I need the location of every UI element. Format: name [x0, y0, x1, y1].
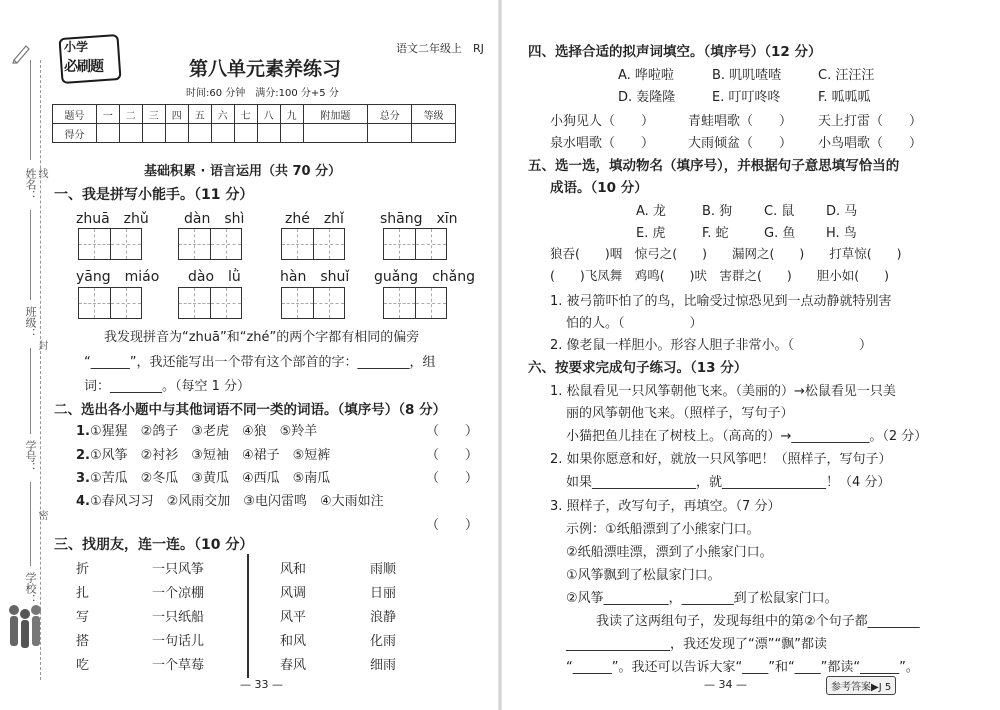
q1-text-line: “______”，我还能写出一个带有这个部首的字：________，组 — [84, 355, 436, 370]
page-number: — 34 — — [704, 678, 747, 691]
match-word[interactable]: 浪静 — [370, 610, 397, 625]
match-word[interactable]: 雨顺 — [370, 562, 397, 577]
match-word[interactable]: 扎 — [76, 586, 90, 601]
pinyin-label: guǎng chǎng — [374, 269, 476, 285]
q6-sentence: 1. 松鼠看见一只风筝朝他飞来。（美丽的）→松鼠看见一只美 — [550, 384, 896, 399]
match-word[interactable]: 吃 — [76, 658, 90, 673]
match-word[interactable]: 一只纸船 — [152, 610, 205, 625]
q2-item: 2.①风筝 ②衬衫 ③短袖 ④裙子 ⑤短裤 — [76, 448, 331, 463]
writing-grid[interactable] — [178, 228, 242, 260]
match-word[interactable]: 一个草莓 — [152, 658, 205, 673]
q6-sentence: 3. 照样子，改写句子，再填空。（7 分） — [550, 499, 781, 514]
subject-label: 语文二年级上 RJ — [396, 42, 484, 55]
score-input-cell[interactable] — [412, 124, 456, 143]
score-input-cell[interactable] — [142, 124, 165, 143]
pinyin-label: zhuā zhǔ — [76, 211, 149, 227]
q1-text-line: 词：________。（每空 1 分） — [84, 379, 251, 394]
page-number: — 33 — — [240, 678, 283, 691]
score-cell: 七 — [234, 105, 257, 124]
match-word[interactable]: 风和 — [280, 562, 307, 577]
match-word[interactable]: 和风 — [280, 634, 307, 649]
score-cell: 一 — [96, 105, 119, 124]
answer-paren[interactable]: （ ） — [426, 518, 479, 533]
option: E. 叮叮咚咚 — [712, 90, 781, 105]
q6-sentence: 丽的风筝朝他飞来。（照样子，写句子） — [566, 406, 794, 421]
pinyin-label: dàn shì — [184, 211, 245, 227]
score-input-cell[interactable] — [303, 124, 368, 143]
score-cell: 五 — [188, 105, 211, 124]
q3-title: 三、找朋友，连一连。（10 分） — [54, 537, 254, 553]
q6-example[interactable]: ②风筝__________，________到了松鼠家门口。 — [566, 591, 838, 606]
student-id-blank[interactable] — [30, 348, 31, 434]
score-cell: 得分 — [53, 124, 97, 143]
score-input-cell[interactable] — [165, 124, 188, 143]
brand-logo — [60, 36, 120, 82]
writing-grid[interactable] — [383, 287, 447, 319]
binding-tag-secret: 密 — [36, 510, 47, 520]
option: E. 虎 — [636, 226, 666, 241]
pinyin-label: dào lǜ — [188, 269, 241, 285]
q6-example: ①风筝飘到了松鼠家门口。 — [566, 568, 721, 583]
score-cell: 等级 — [412, 105, 456, 124]
writing-grid[interactable] — [281, 287, 345, 319]
option: A. 龙 — [636, 204, 666, 219]
idiom-row[interactable]: 狼吞( )咽 惊弓之( ) 漏网之( ) 打草惊( ) — [550, 246, 902, 261]
option: C. 汪汪汪 — [818, 68, 875, 83]
score-input-cell[interactable] — [211, 124, 234, 143]
q5-title: 五、选一选，填动物名（填序号），并根据句子意思填写恰当的 — [528, 158, 900, 174]
option: C. 鼠 — [764, 204, 795, 219]
option: H. 鸟 — [826, 226, 857, 241]
score-input-cell[interactable] — [234, 124, 257, 143]
score-cell: 八 — [257, 105, 280, 124]
match-word[interactable]: 化雨 — [370, 634, 397, 649]
match-word[interactable]: 折 — [76, 562, 90, 577]
writing-grid[interactable] — [383, 228, 447, 260]
score-cell: 二 — [119, 105, 142, 124]
school-label: 学校： — [24, 572, 37, 605]
section-header: 基础积累 · 语言运用（共 70 分） — [144, 164, 342, 179]
score-cell: 九 — [280, 105, 303, 124]
class-label: 班级： — [24, 306, 37, 339]
q6-sentence[interactable]: 小猫把鱼儿挂在了树枝上。（高高的）→____________。（2 分） — [566, 429, 928, 444]
name-blank[interactable] — [30, 60, 31, 160]
option: B. 狗 — [702, 204, 733, 219]
score-table-header-row — [53, 105, 456, 124]
q6-sentence: 2. 如果你愿意和好，就放一只风筝吧！（照样子，写句子） — [550, 452, 892, 467]
score-table — [52, 104, 456, 143]
fill-item[interactable]: 天上打雷（ ） — [818, 114, 923, 129]
option: F. 呱呱呱 — [818, 90, 871, 105]
q2-item: 3.①苦瓜 ②冬瓜 ③黄瓜 ④西瓜 ⑤南瓜 — [76, 471, 331, 486]
option: D. 马 — [826, 204, 858, 219]
q5-title-cont: 成语。（10 分） — [550, 180, 648, 196]
binding-strip — [0, 0, 52, 710]
right-page — [500, 0, 1000, 710]
score-input-cell[interactable] — [257, 124, 280, 143]
score-input-cell[interactable] — [368, 124, 412, 143]
logo-line2: 必刷题 — [64, 59, 103, 75]
option: F. 蛇 — [702, 226, 729, 241]
answer-reference-tag[interactable]: 参考答案▶J 5 — [826, 676, 896, 695]
fill-item[interactable]: 大雨倾盆（ ） — [688, 136, 793, 151]
q6-title: 六、按要求完成句子练习。（13 分） — [528, 360, 748, 376]
fill-item[interactable]: 小狗见人（ ） — [550, 114, 655, 129]
match-word[interactable]: 春风 — [280, 658, 307, 673]
score-cell: 题号 — [53, 105, 97, 124]
match-word[interactable]: 日丽 — [370, 586, 397, 601]
class-blank[interactable] — [30, 210, 31, 300]
pinyin-label: zhé zhǐ — [285, 211, 344, 227]
score-cell: 三 — [142, 105, 165, 124]
fill-item[interactable]: 小鸟唱歌（ ） — [818, 136, 923, 151]
q2-item: 4.①春风习习 ②风雨交加 ③电闪雷鸣 ④大雨如注 — [76, 494, 384, 509]
q5-sentence[interactable]: 怕的人。（ ） — [566, 316, 703, 331]
idiom-row[interactable]: ( )飞凤舞 鸡鸣( )吠 害群之( ) 胆小如( ) — [550, 268, 890, 283]
page-title: 第八单元素养练习 — [188, 58, 341, 80]
score-cell: 附加题 — [303, 105, 368, 124]
score-cell: 总分 — [368, 105, 412, 124]
score-cell: 四 — [165, 105, 188, 124]
fill-item[interactable]: 泉水唱歌（ ） — [550, 136, 655, 151]
school-blank[interactable] — [30, 482, 31, 566]
pinyin-label: shāng xīn — [380, 211, 458, 227]
q6-example: ②纸船漂哇漂，漂到了小熊家门口。 — [566, 545, 773, 560]
q6-sentence[interactable]: 如果________________，就________________！（4 分） — [566, 475, 891, 490]
answer-paren[interactable]: （ ） — [426, 471, 479, 486]
q6-example: 示例：①纸船漂到了小熊家门口。 — [566, 522, 760, 537]
match-word[interactable]: 写 — [76, 610, 90, 625]
binding-dashed-line — [40, 60, 41, 680]
answer-paren[interactable]: （ ） — [426, 448, 479, 463]
q5-sentence[interactable]: 2. 像老鼠一样胆小。形容人胆子非常小。（ ） — [550, 338, 873, 353]
q5-sentence: 1. 被弓箭吓怕了的鸟，比喻受过惊恐见到一点动静就特别害 — [550, 294, 892, 309]
option: G. 鱼 — [764, 226, 796, 241]
logo-line1: 小学 — [64, 40, 89, 54]
matching-divider — [247, 554, 249, 678]
match-word[interactable]: 一个凉棚 — [152, 586, 205, 601]
kids-illustration-icon — [6, 600, 44, 656]
option: A. 哗啦啦 — [618, 68, 674, 83]
pinyin-label: hàn shuǐ — [280, 269, 350, 285]
q6-paragraph[interactable]: 我读了这两组句子，发现每组中的第②个句子都________ — [596, 614, 920, 629]
answer-paren[interactable]: （ ） — [426, 424, 479, 439]
q1-title: 一、我是拼写小能手。（11 分） — [54, 187, 254, 203]
fill-item[interactable]: 青蛙唱歌（ ） — [688, 114, 793, 129]
writing-grid[interactable] — [178, 287, 242, 319]
option: D. 轰隆隆 — [618, 90, 676, 105]
exam-meta: 时间:60 分钟 满分:100 分+5 分 — [186, 88, 339, 99]
score-table-score-row — [53, 124, 456, 143]
match-word[interactable]: 风调 — [280, 586, 307, 601]
writing-grid[interactable] — [281, 228, 345, 260]
pinyin-label: yāng miáo — [76, 269, 160, 285]
q6-paragraph[interactable]: “______”。我还可以告诉大家“____”和“____”都读“______”。 — [566, 660, 919, 675]
score-input-cell[interactable] — [280, 124, 303, 143]
q6-paragraph[interactable]: ________________，我还发现了“漂”“飘”都读 — [566, 637, 827, 652]
score-input-cell[interactable] — [96, 124, 119, 143]
student-id-label: 学号： — [24, 440, 37, 473]
writing-grid[interactable] — [78, 228, 142, 260]
option: B. 叽叽喳喳 — [712, 68, 782, 83]
match-word[interactable]: 风平 — [280, 610, 307, 625]
pen-icon — [10, 42, 32, 64]
score-input-cell[interactable] — [119, 124, 142, 143]
q1-text-line: 我发现拼音为“zhuā”和“zhé”的两个字都有相同的偏旁 — [104, 330, 420, 345]
score-cell: 六 — [211, 105, 234, 124]
name-label: 姓名： — [24, 168, 37, 201]
match-word[interactable]: 搭 — [76, 634, 90, 649]
q2-title: 二、选出各小题中与其他词语不同一类的词语。（填序号）（8 分） — [54, 402, 447, 418]
q2-item: 1.①猩猩 ②鸽子 ③老虎 ④狼 ⑤羚羊 — [76, 424, 318, 439]
q4-title: 四、选择合适的拟声词填空。（填序号）（12 分） — [528, 44, 822, 60]
score-input-cell[interactable] — [188, 124, 211, 143]
match-word[interactable]: 一只风筝 — [152, 562, 205, 577]
binding-tag-seal: 封 — [36, 340, 47, 350]
match-word[interactable]: 细雨 — [370, 658, 397, 673]
writing-grid[interactable] — [78, 287, 142, 319]
match-word[interactable]: 一句话儿 — [152, 634, 205, 649]
binding-tag-line: 线 — [36, 168, 47, 178]
